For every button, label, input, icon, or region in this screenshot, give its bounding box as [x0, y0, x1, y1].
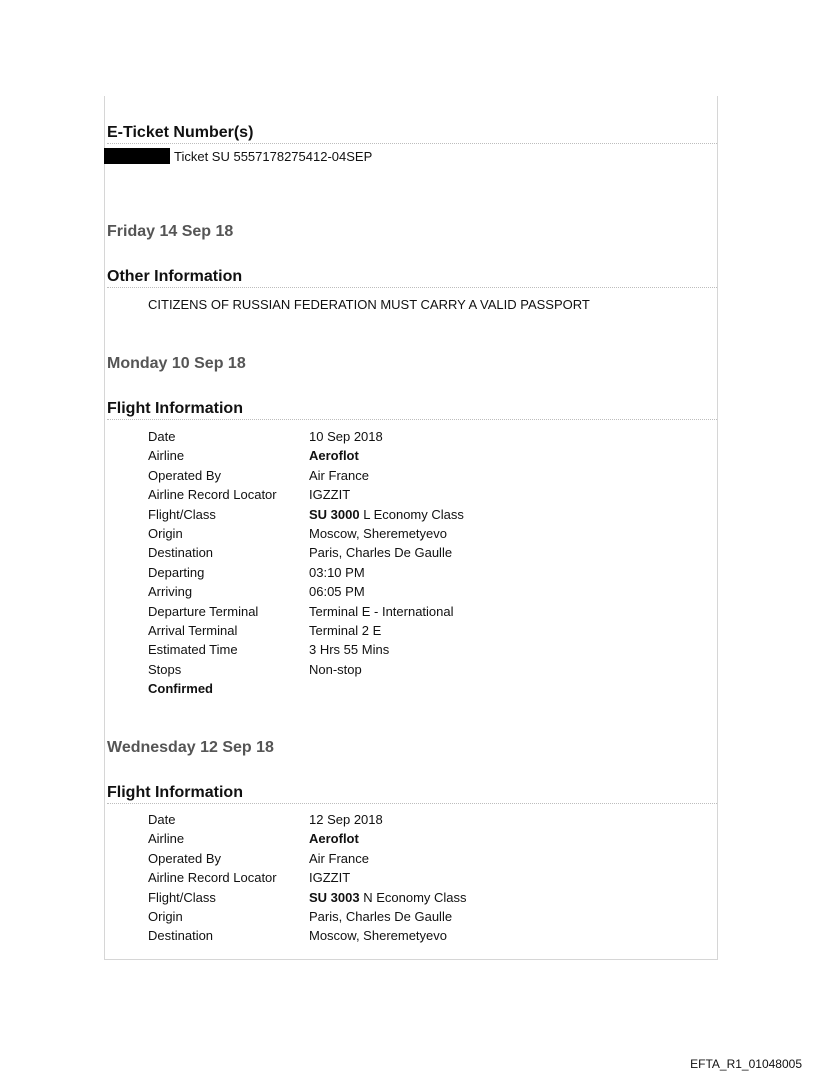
detail-row: Origin Paris, Charles De Gaulle	[148, 908, 453, 924]
flight-details-1	[148, 427, 668, 679]
flight-info-heading-1: Flight Information	[107, 400, 717, 420]
other-info-text: CITIZENS OF RUSSIAN FEDERATION MUST CARRY A VALID PASSPORT	[148, 297, 590, 312]
flight-info-heading-2: Flight Information	[107, 784, 717, 804]
ticket-number: Ticket SU 5557178275412-04SEP	[174, 149, 373, 164]
detail-row: Destination Paris, Charles De Gaulle	[148, 545, 453, 561]
detail-row: Arriving 06:05 PM	[148, 584, 365, 600]
detail-row: Origin Moscow, Sheremetyevo	[148, 525, 448, 541]
detail-row: Airline Record Locator IGZZIT	[148, 487, 351, 503]
detail-row: Arrival Terminal Terminal 2 E	[148, 622, 382, 638]
day-heading-monday: Monday 10 Sep 18	[107, 355, 246, 372]
detail-row: Airline Aeroflot	[148, 448, 359, 464]
detail-row: Flight/Class SU 3000 L Economy Class	[148, 506, 464, 522]
detail-row: Date 10 Sep 2018	[148, 429, 383, 444]
other-info-heading: Other Information	[107, 268, 717, 288]
detail-row: Airline Aeroflot	[148, 831, 359, 847]
detail-row: Date 12 Sep 2018	[148, 812, 383, 827]
document-id: EFTA_R1_01048005	[690, 1057, 802, 1071]
detail-row: Operated By Air France	[148, 467, 369, 483]
detail-row: Operated By Air France	[148, 850, 369, 866]
detail-row: Destination Moscow, Sheremetyevo	[148, 928, 448, 944]
day-heading-wednesday: Wednesday 12 Sep 18	[107, 739, 274, 756]
redaction-block	[104, 148, 170, 164]
detail-row: Departing 03:10 PM	[148, 564, 365, 580]
day-heading-friday: Friday 14 Sep 18	[107, 223, 234, 240]
detail-row: Airline Record Locator IGZZIT	[148, 870, 351, 886]
booking-status: Confirmed	[148, 681, 213, 696]
detail-row: Stops Non-stop	[148, 661, 362, 677]
detail-row: Flight/Class SU 3003 N Economy Class	[148, 889, 467, 905]
detail-row: Estimated Time 3 Hrs 55 Mins	[148, 642, 390, 658]
eticket-heading: E-Ticket Number(s)	[107, 124, 717, 144]
detail-row: Departure Terminal Terminal E - International	[148, 603, 454, 619]
flight-details-2	[148, 810, 668, 946]
